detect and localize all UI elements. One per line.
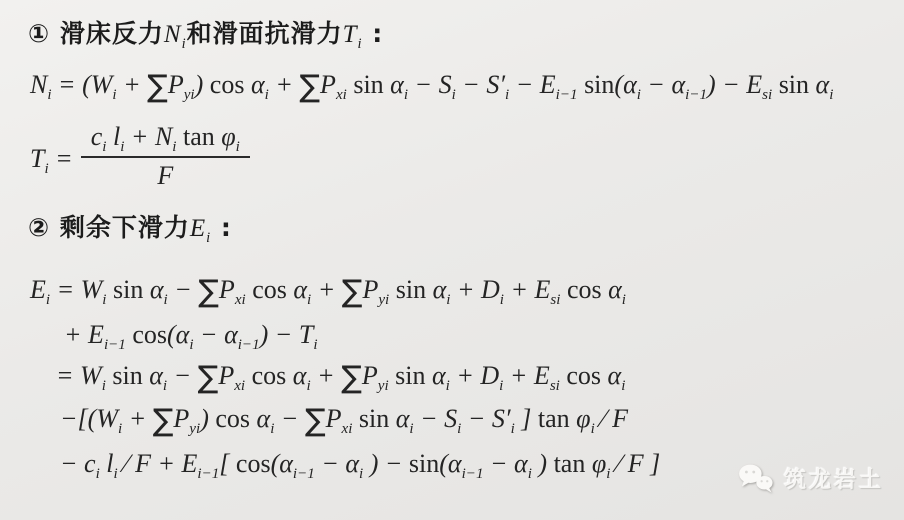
section1-heading: ① 滑床反力$N_i$和滑面抗滑力$T_i$ : bbox=[28, 19, 384, 52]
fraction bbox=[81, 122, 250, 191]
equation-resisting-force bbox=[30, 124, 250, 193]
equation-t-lhs: $T_i$ = bbox=[30, 143, 73, 177]
equation-normal-force: $N_i = (W_i + \sum P_{yi})$ $\cos \alpha_i + \sum P_{xi}$ $\sin \alpha_i - S_i - S'_i - E_{i-1}$ $\sin(\alpha_i - \alpha_{i-1}) - E_{si}$ $\sin \alpha_i$ bbox=[30, 69, 834, 105]
equation-residual-thrust-block bbox=[30, 270, 660, 485]
watermark-text: 筑龙岩土 bbox=[783, 467, 884, 492]
equation-e-line-5: − $c_i$ $l_i$ ⁄ $F + E_{i-1}$[ $\cos(\alpha_{i-1} - \alpha_i$ ) − $\sin(\alpha_{i-1} - \alpha_i$ ) $\tan \varphi_i$ ⁄ F ] bbox=[60, 448, 661, 482]
section2-heading: ② 剩余下滑力$E_i$ : bbox=[28, 213, 232, 246]
wechat-icon bbox=[737, 463, 775, 494]
fraction-denominator: F bbox=[81, 156, 250, 191]
equation-e-line-2: + $E_{i-1}$ $\cos(\alpha_i - \alpha_{i-1}) - T_i$ bbox=[64, 319, 318, 353]
fraction-numerator: $c_i$ $l_i + N_i$ $\tan \varphi_i$ bbox=[90, 122, 240, 156]
watermark bbox=[737, 463, 884, 494]
equation-e-line-4: $-[(W_i + \sum P_{yi})$ $\cos \alpha_i - \sum P_{xi}$ $\sin \alpha_i - S_i - S'_i$ ] $\tan \varphi_i$ ⁄ F bbox=[60, 403, 628, 439]
equation-e-line-1: $E_i = W_i$ $\sin \alpha_i - \sum P_{xi}$ $\cos \alpha_i + \sum P_{yi}$ $\sin \alpha_i + D_i + E_{si}$ $\cos \alpha_i$ bbox=[30, 274, 626, 310]
equation-e-line-3: = $W_i$ $\sin \alpha_i - \sum P_{xi}$ $\cos \alpha_i + \sum P_{yi}$ $\sin \alpha_i + D_i + E_{si}$ $\cos \alpha_i$ bbox=[56, 360, 626, 396]
